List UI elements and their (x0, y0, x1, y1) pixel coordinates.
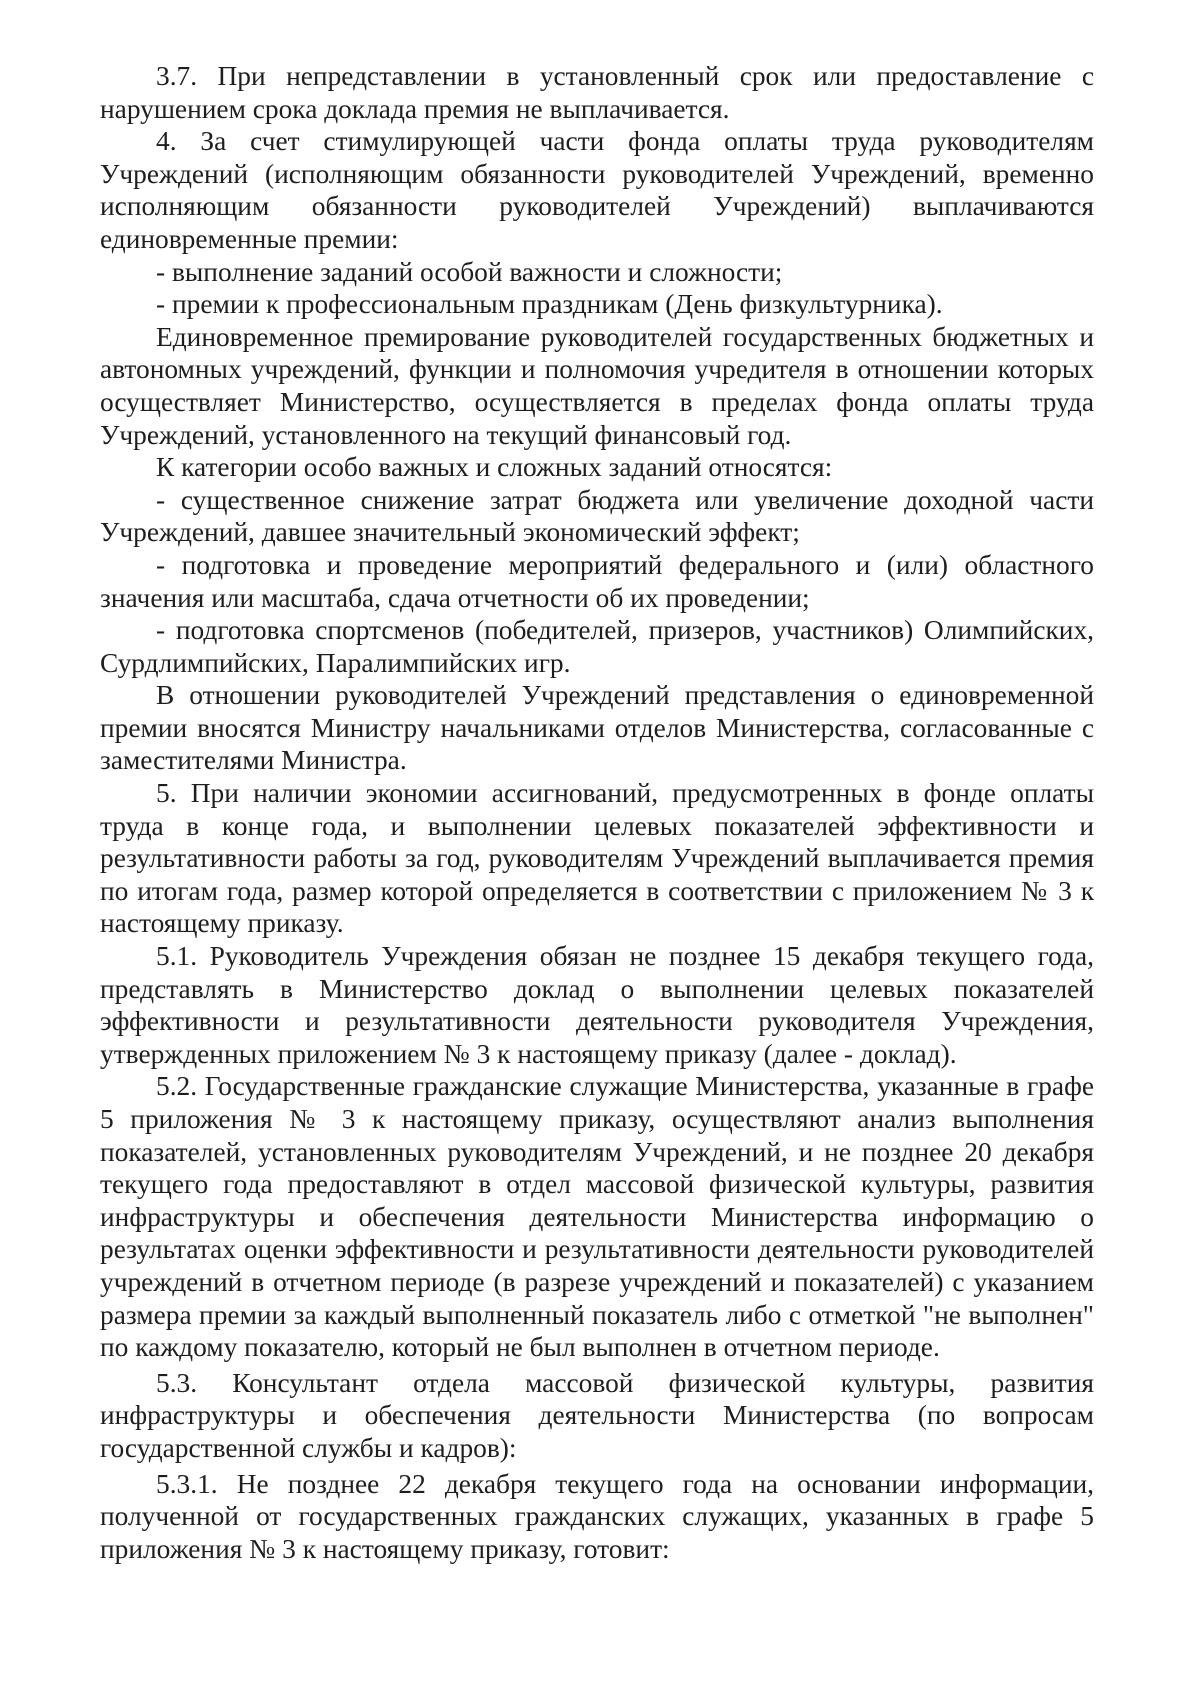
list-item-budget-savings: - существенное снижение затрат бюджета или увеличение доходной части Учреждений, давшее значительный экономический эффект; (100, 484, 1094, 548)
document-page (100, 60, 1094, 1565)
list-item-athletes: - подготовка спортсменов (победителей, призеров, участников) Олимпийских, Сурдлимпийских, Паралимпийских игр. (100, 615, 1094, 678)
list-item-special-tasks: - выполнение заданий особой важности и сложности; (156, 256, 783, 287)
paragraph-one-time-bonus: Единовременное премирование руководителей государственных бюджетных и автономных учреждений, функции и полномочия учредителя в отношении которых осуществляет Министерство, осуществляется в пределах фонда оплаты труда Учреждений, установленного на текущий финансовый год. (100, 321, 1094, 450)
paragraph-5-3-1: 5.3.1. Не позднее 22 декабря текущего года на основании информации, полученной от государственных гражданских служащих, указанных в графе 5 приложения № 3 к настоящему приказу, готовит: (100, 1468, 1094, 1564)
paragraph-5-2: 5.2. Государственные гражданские служащие Министерства, указанные в графе 5 приложения № 3 к настоящему приказу, осуществляют анализ выполнения показателей, установленных руководителям Учреждений, и не позднее 20 декабря текущего года предоставляют в отдел массовой физической культуры, развития инфраструктуры и обеспечения деятельности Министерства информацию о результатах оценки эффективности и результативности деятельности руководителей учреждений в отчетном периоде (в разрезе учреждений и показателей) с указанием размера премии за каждый выполненный показатель либо с отметкой "не выполнен" по каждому показателю, который не был выполнен в отчетном периоде. (100, 1071, 1094, 1363)
paragraph-submissions: В отношении руководителей Учреждений представления о единовременной премии вносятся Министру начальниками отделов Министерства, согласованные с заместителями Министра. (100, 680, 1094, 776)
paragraph-task-categories: К категории особо важных и сложных заданий относятся: (156, 452, 833, 483)
paragraph-5-3: 5.3. Консультант отдела массовой физической культуры, развития инфраструктуры и обеспечения деятельности Министерства (по вопросам государственной службы и кадров): (100, 1367, 1094, 1463)
paragraph-5: 5. При наличии экономии ассигнований, предусмотренных в фонде оплаты труда в конце года, и выполнении целевых показателей эффективности и результативности работы за год, руководителям Учреждений выплачивается премия по итогам года, размер которой определяется в соответствии с приложением № 3 к настоящему приказу. (100, 778, 1094, 939)
list-item-holidays: - премии к профессиональным праздникам (День физкультурника). (156, 289, 943, 320)
list-item-events: - подготовка и проведение мероприятий федерального и (или) областного значения или масштаба, сдача отчетности об их проведении; (100, 549, 1094, 613)
paragraph-3-7: 3.7. При непредставлении в установленный срок или предоставление с нарушением срока доклада премия не выплачивается. (100, 61, 1094, 124)
paragraph-4: 4. За счет стимулирующей части фонда оплаты труда руководителям Учреждений (исполняющим обязанности руководителей Учреждений, временно исполняющим обязанности руководителей Учреждений) выплачиваются единовременные премии: (100, 126, 1094, 254)
paragraph-5-1: 5.1. Руководитель Учреждения обязан не позднее 15 декабря текущего года, представлять в Министерство доклад о выполнении целевых показателей эффективности и результативности деятельности руководителя Учреждения, утвержденных приложением № 3 к настоящему приказу (далее - доклад). (100, 941, 1094, 1069)
